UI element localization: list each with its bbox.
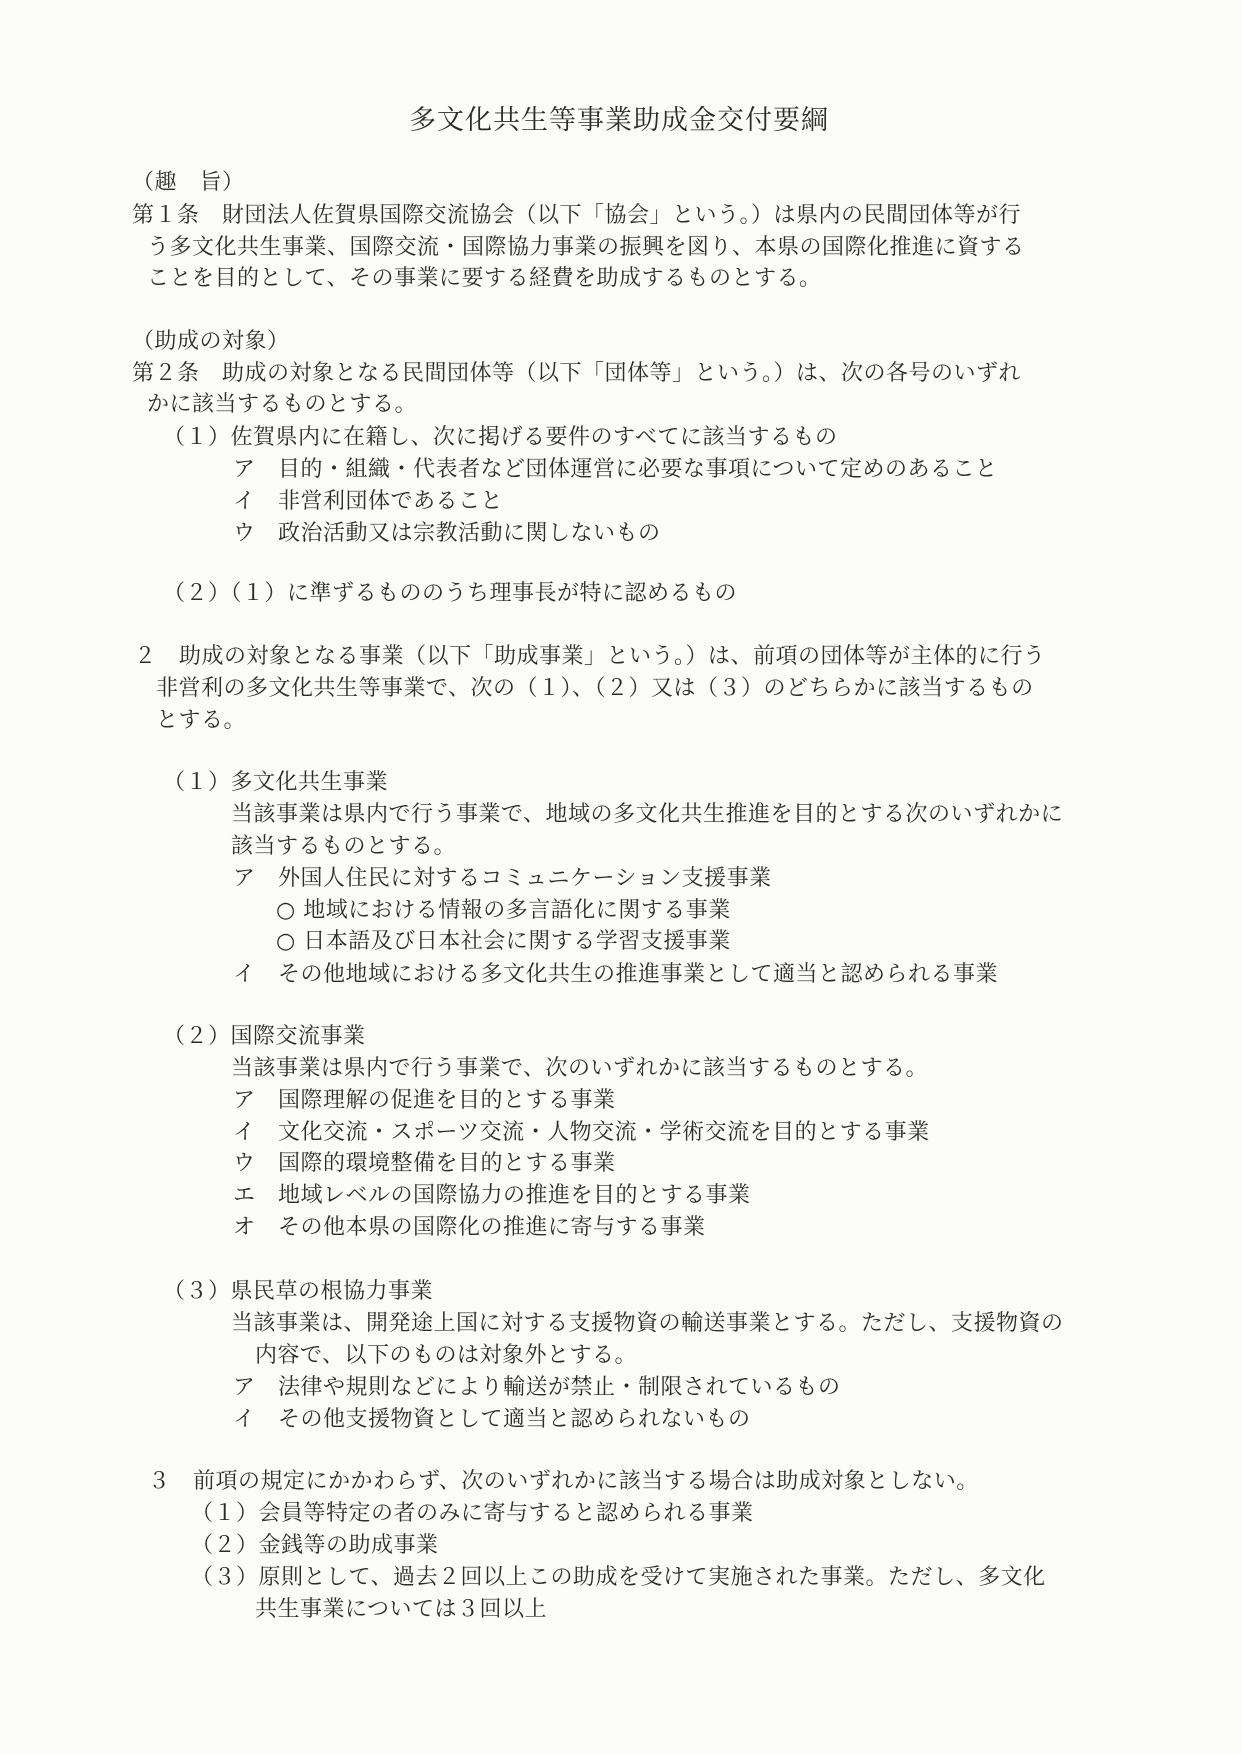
paragraph-3-lead: ３ 前項の規定にかかわらず、次のいずれかに該当する場合は助成対象としない。 [148,1469,979,1494]
article-1-line: 第１条 財団法人佐賀県国際交流協会（以下「協会」という。）は県内の民間団体等が行 [132,203,1022,228]
section-2-desc: 当該事業は県内で行う事業で、次のいずれかに該当するものとする。 [231,1056,929,1081]
article-2-clause-1-item: イ 非営利団体であること [233,489,504,514]
paragraph-3-continuation: 共生事業については３回以上 [255,1597,548,1622]
section-1-title: （１）多文化共生事業 [163,770,389,795]
section-3-desc: 内容で、以下のものは対象外とする。 [255,1343,638,1368]
section-2-item: イ 文化交流・スポーツ交流・人物交流・学術交流を目的とする事業 [233,1120,930,1145]
section-1-desc: 該当するものとする。 [231,834,457,859]
section-1-sub-item: ○ 日本語及び日本社会に関する学習支援事業 [276,929,731,954]
article-2-heading: （助成の対象） [132,329,290,354]
article-2-clause-1-item: ア 目的・組織・代表者など団体運営に必要な事項について定めのあること [233,457,998,482]
paragraph-2-line: とする。 [156,708,247,733]
paragraph-3-item: （３）原則として、過去２回以上この助成を受けて実施された事業。ただし、多文化 [191,1565,1046,1590]
paragraph-3-item: （１）会員等特定の者のみに寄与すると認められる事業 [191,1501,754,1526]
section-2-title: （２）国際交流事業 [163,1024,366,1049]
article-2-line: 第２条 助成の対象となる民間団体等（以下「団体等」という。）は、次の各号のいずれ [132,361,1022,386]
document-title: 多文化共生等事業助成金交付要綱 [409,105,829,136]
section-3-title: （３）県民草の根協力事業 [163,1279,434,1304]
paragraph-2-line: 非営利の多文化共生等事業で、次の（１）、（２）又は（３）のどちらかに該当するもの [156,676,1034,701]
section-3-item: イ その他支援物資として適当と認められないもの [233,1407,751,1432]
section-1-item-i: イ その他地域における多文化共生の推進事業として適当と認められる事業 [233,962,999,987]
article-1-line: ことを目的として、その事業に要する経費を助成するものとする。 [147,266,822,291]
article-2-line: かに該当するものとする。 [147,392,418,417]
section-1-sub-item: ○ 地域における情報の多言語化に関する事業 [276,898,731,923]
section-2-item: ウ 国際的環境整備を目的とする事業 [233,1151,616,1176]
article-2-clause-1-item: ウ 政治活動又は宗教活動に関しないもの [233,521,661,546]
article-1-line: う多文化共生事業、国際交流・国際協力事業の振興を図り、本県の国際化推進に資する [147,235,1025,260]
section-2-item: エ 地域レベルの国際協力の推進を目的とする事業 [233,1183,751,1208]
section-3-item: ア 法律や規則などにより輸送が禁止・制限されているもの [233,1375,841,1400]
article-2-clause-2: （２）（１）に準ずるもののうち理事長が特に認めるもの [163,581,738,606]
paragraph-3-item: （２）金銭等の助成事業 [191,1533,439,1558]
section-2-item: オ その他本県の国際化の推進に寄与する事業 [233,1215,706,1240]
section-1-item-a: ア 外国人住民に対するコミュニケーション支援事業 [233,866,772,891]
section-3-desc: 当該事業は、開発途上国に対する支援物資の輸送事業とする。ただし、支援物資の [231,1311,1064,1336]
section-2-item: ア 国際理解の促進を目的とする事業 [233,1088,616,1113]
article-2-clause-1: （１）佐賀県内に在籍し、次に掲げる要件のすべてに該当するもの [163,425,838,450]
section-1-desc: 当該事業は県内で行う事業で、地域の多文化共生推進を目的とする次のいずれかに [231,802,1064,827]
paragraph-2-line: ２ 助成の対象となる事業（以下「助成事業」という。）は、前項の団体等が主体的に行う [134,644,1046,669]
article-1-heading: （趣 旨） [132,170,245,195]
